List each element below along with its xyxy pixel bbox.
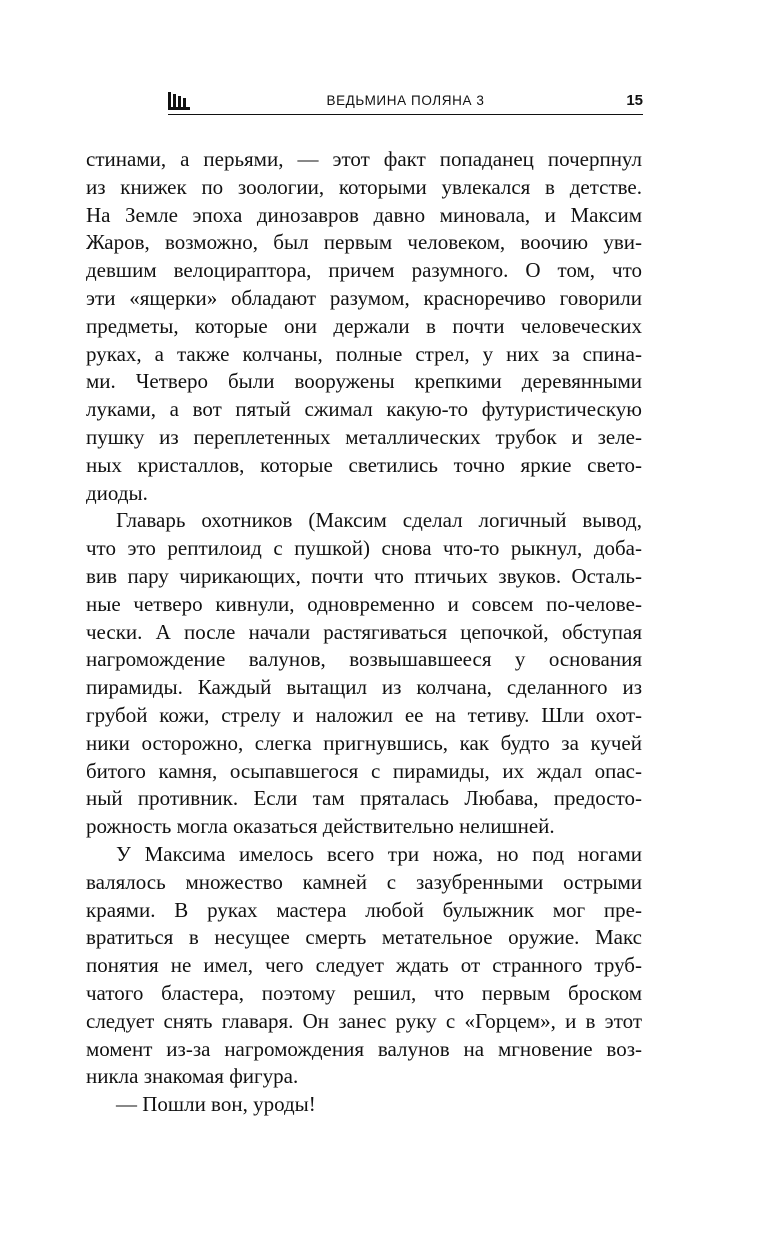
page-number: 15	[626, 92, 643, 109]
text-line: вив пару чирикающих, почти что птичьих звуков. Осталь-	[86, 563, 642, 588]
text-line: стинами, а перьями, — этот факт попаданец почерпнул	[86, 147, 642, 171]
text-line: эти «ящерки» обладают разумом, красноречиво говорили	[86, 285, 642, 310]
text-body	[86, 146, 642, 1119]
paragraph	[86, 507, 642, 841]
paragraph	[86, 841, 642, 1091]
text-line: рожность могла оказаться действительно нелишней.	[86, 814, 555, 839]
text-line: понятия не имел, чего следует ждать от странного труб-	[86, 953, 642, 978]
text-line: что это рептилоид с пушкой) снова что-то рыкнул, доба-	[86, 536, 642, 561]
text-line: нагромождение валунов, возвышавшееся у основания	[86, 647, 642, 672]
text-line: чески. А после начали растягиваться цепочкой, обступая	[86, 619, 642, 644]
text-line: Главарь охотников (Максим сделал логичный вывод,	[116, 508, 642, 533]
paragraph	[86, 146, 642, 507]
text-line: вратиться в несущее смерть метательное оружие. Макс	[86, 925, 642, 950]
text-line: следует снять главаря. Он занес руку с «Горцем», и в этот	[86, 1008, 642, 1033]
text-line: девшим велоцираптора, причем разумного. О том, что	[86, 258, 642, 283]
text-line: На Земле эпоха динозавров давно миновала, и Максим	[86, 202, 642, 227]
text-line: предметы, которые они держали в почти человеческих	[86, 313, 642, 338]
text-line: Жаров, возможно, был первым человеком, воочию уви-	[86, 230, 642, 255]
text-line: — Пошли вон, уроды!	[116, 1092, 316, 1117]
text-line: грубой кожи, стрелу и наложил ее на тетиву. Шли охот-	[86, 702, 642, 727]
text-line: никла знакомая фигура.	[86, 1064, 299, 1089]
running-title: ВЕДЬМИНА ПОЛЯНА 3	[326, 93, 485, 108]
page-header	[168, 92, 643, 115]
text-line: из книжек по зоологии, которыми увлекался в детстве.	[86, 174, 642, 199]
text-line: краями. В руках мастера любой булыжник мог пре-	[86, 897, 642, 922]
text-line: момент из-за нагромождения валунов на мгновение воз-	[86, 1036, 642, 1061]
paragraph	[86, 1091, 642, 1119]
text-line: ми. Четверо были вооружены крепкими деревянными	[86, 369, 642, 394]
text-line: ный противник. Если там пряталась Любава, предосто-	[86, 786, 642, 811]
text-line: ных кристаллов, которые светились точно яркие свето-	[86, 452, 642, 477]
text-line: У Максима имелось всего три ножа, но под ногами	[116, 841, 642, 866]
text-line: пирамиды. Каждый вытащил из колчана, сделанного из	[86, 675, 642, 700]
text-line: руках, а также колчаны, полные стрел, у них за спина-	[86, 341, 642, 366]
text-line: битого камня, осыпавшегося с пирамиды, их ждал опас-	[86, 758, 642, 783]
text-line: чатого бластера, поэтому решил, что первым броском	[86, 980, 642, 1005]
text-line: ные четверо кивнули, одновременно и совсем по-человe-	[86, 591, 642, 616]
text-line: диоды.	[86, 480, 148, 505]
text-line: ники осторожно, слегка пригнувшись, как будто за кучей	[86, 730, 642, 755]
text-line: луками, а вот пятый сжимал какую-то футуристическую	[86, 397, 642, 422]
text-line: валялось множество камней с зазубренными острыми	[86, 869, 642, 894]
text-line: пушку из переплетенных металлических трубок и зеле-	[86, 424, 642, 449]
